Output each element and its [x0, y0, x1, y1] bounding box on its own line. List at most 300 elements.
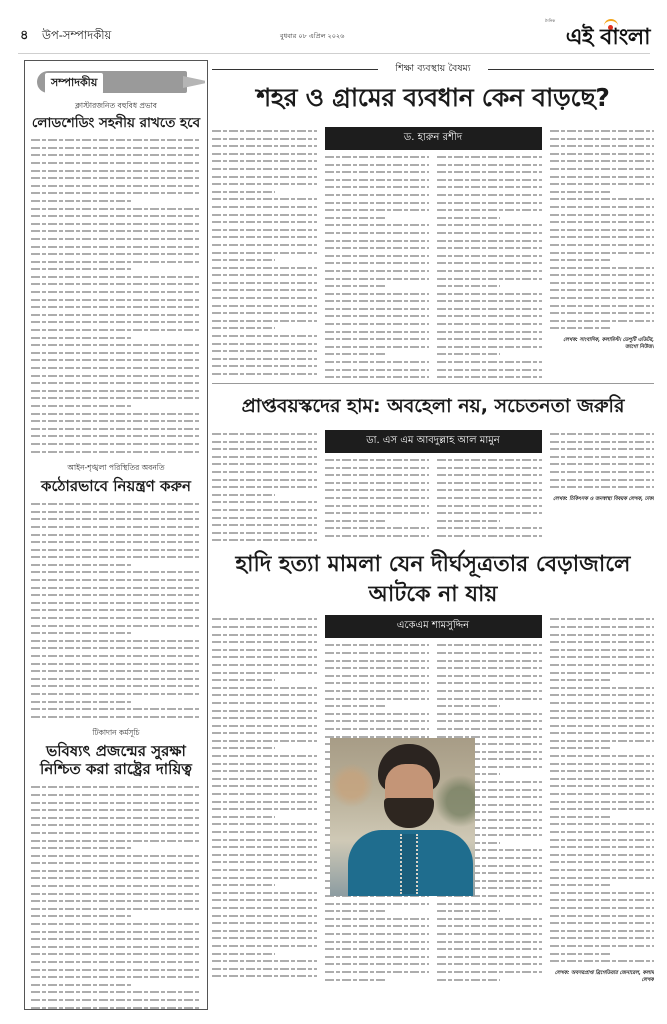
- editorial-kicker: ক্লাস্টারজনিত বহুবিধ প্রভাব: [75, 101, 157, 110]
- text-line: [325, 960, 430, 968]
- text-line: [212, 813, 317, 821]
- article-body-col-last: [550, 615, 655, 985]
- text-line: [550, 813, 655, 821]
- text-line: [31, 966, 201, 974]
- text-line: [437, 641, 542, 649]
- text-line: [31, 667, 201, 675]
- text-line: [212, 661, 317, 669]
- text-line: [212, 851, 317, 859]
- text-line: [212, 972, 317, 980]
- text-line: [437, 471, 542, 479]
- text-line: [437, 649, 542, 657]
- text-line: [437, 237, 542, 245]
- text-line: [325, 161, 430, 169]
- text-line: [325, 976, 430, 984]
- text-line: [31, 713, 201, 721]
- text-line: [212, 737, 317, 745]
- text-line: [325, 486, 430, 494]
- article-body-col: [550, 430, 655, 491]
- text-line: [212, 332, 317, 340]
- text-line: [325, 153, 430, 161]
- text-line: [437, 938, 542, 946]
- text-line: [31, 943, 201, 951]
- text-line: [212, 896, 317, 904]
- text-line: [31, 387, 201, 395]
- text-line: [550, 271, 655, 279]
- text-line: [212, 355, 317, 363]
- text-line: [550, 927, 655, 935]
- text-line: [437, 540, 542, 542]
- text-line: [31, 852, 201, 860]
- editorial-headline[interactable]: লোডশেডিং সহনীয় রাখতে হবে: [31, 115, 201, 131]
- newspaper-logo[interactable]: এই বাংলা: [565, 25, 650, 50]
- article-body-col: [212, 430, 317, 542]
- article-kicker: [212, 62, 654, 76]
- text-line: [31, 928, 201, 936]
- text-line: [550, 142, 655, 150]
- text-line: [212, 934, 317, 942]
- text-line: [325, 907, 430, 915]
- text-line: [325, 366, 430, 374]
- text-line: [31, 705, 201, 713]
- author-credit: লেখক: সাংবাদিক, কলামিস্ট। ডেপুটি এডিটর, জাগো নিউজ।: [563, 337, 654, 351]
- text-line: [550, 279, 655, 287]
- text-line: [325, 297, 430, 305]
- text-line: [550, 173, 655, 181]
- text-line: [212, 514, 317, 522]
- text-line: [31, 197, 201, 205]
- text-line: [212, 904, 317, 912]
- text-line: [550, 317, 655, 325]
- text-line: [31, 296, 201, 304]
- text-line: [437, 312, 542, 320]
- text-line: [437, 259, 542, 267]
- text-line: [31, 136, 201, 144]
- text-line: [31, 682, 201, 690]
- text-line: [31, 698, 201, 706]
- text-line: [31, 660, 201, 668]
- text-line: [212, 150, 317, 158]
- article-body-col-last: [550, 430, 655, 542]
- article-body-col: [212, 127, 317, 379]
- text-line: [212, 707, 317, 715]
- text-line: [212, 438, 317, 446]
- text-line: [212, 498, 317, 506]
- text-line: [325, 540, 430, 542]
- text-line: [325, 252, 430, 260]
- text-line: [437, 900, 542, 908]
- text-line: [437, 221, 542, 229]
- text-line: [325, 968, 430, 976]
- text-line: [212, 211, 317, 219]
- text-line: [31, 402, 201, 410]
- text-line: [550, 729, 655, 737]
- text-line: [550, 226, 655, 234]
- text-line: [437, 464, 542, 472]
- page-number: ৪: [20, 28, 29, 43]
- text-line: [325, 953, 430, 961]
- text-line: [325, 343, 430, 351]
- text-line: [325, 335, 430, 343]
- text-line: [550, 866, 655, 874]
- article-headline[interactable]: হাদি হত্যা মামলা যেন দীর্ঘসূত্রতার বেড়াজালে আটকে না যায়: [235, 552, 631, 607]
- text-line: [437, 176, 542, 184]
- text-line: [31, 334, 201, 342]
- text-line: [212, 782, 317, 790]
- text-line: [31, 159, 201, 167]
- text-line: [550, 919, 655, 927]
- text-line: [325, 328, 430, 336]
- text-line: [437, 486, 542, 494]
- text-line: [437, 960, 542, 968]
- text-line: [550, 294, 655, 302]
- text-line: [325, 494, 430, 502]
- text-line: [31, 372, 201, 380]
- text-line: [212, 445, 317, 453]
- editorial-column: [24, 60, 208, 1010]
- article-headline[interactable]: প্রাপ্তবয়স্কদের হাম: অবহেলা নয়, সচেতনতা জরুরি: [241, 395, 625, 417]
- text-line: [437, 161, 542, 169]
- text-line: [31, 394, 201, 402]
- text-line: [437, 282, 542, 290]
- text-line: [550, 737, 655, 745]
- editorial-item[interactable]: [31, 101, 201, 455]
- text-line: [212, 165, 317, 173]
- text-line: [325, 687, 430, 695]
- text-line: [31, 189, 201, 197]
- text-line: [550, 669, 655, 677]
- text-line: [212, 942, 317, 950]
- text-line: [31, 326, 201, 334]
- text-line: [31, 356, 201, 364]
- author-portrait-photo: [330, 738, 475, 896]
- text-line: [31, 174, 201, 182]
- text-line: [31, 652, 201, 660]
- text-line: [325, 237, 430, 245]
- text-line: [31, 379, 201, 387]
- text-line: [212, 173, 317, 181]
- text-line: [550, 631, 655, 639]
- text-line: [212, 302, 317, 310]
- article-body-col: [325, 153, 430, 379]
- text-line: [437, 297, 542, 305]
- text-line: [212, 324, 317, 332]
- article-body-col: [437, 153, 542, 379]
- text-line: [31, 675, 201, 683]
- text-line: [550, 445, 655, 453]
- article-body-col: [550, 127, 655, 332]
- text-line: [212, 790, 317, 798]
- text-line: [325, 464, 430, 472]
- text-line: [325, 221, 430, 229]
- text-line: [212, 965, 317, 973]
- text-line: [550, 165, 655, 173]
- text-line: [325, 168, 430, 176]
- text-line: [212, 370, 317, 378]
- text-line: [550, 904, 655, 912]
- text-line: [212, 699, 317, 707]
- section-divider: [212, 383, 654, 384]
- text-line: [31, 814, 201, 822]
- text-line: [550, 881, 655, 889]
- article-kicker-text: শিক্ষা ব্যবস্থায় বৈষম্য: [378, 62, 488, 77]
- editorial-headline[interactable]: ভবিষ্যৎ প্রজন্মের সুরক্ষা নিশ্চিত করা রাষ্ট্রের দায়িত্ব: [40, 742, 192, 779]
- editorial-body: [31, 783, 201, 1010]
- text-line: [212, 767, 317, 775]
- text-line: [31, 151, 201, 159]
- text-line: [325, 524, 430, 532]
- text-line: [550, 241, 655, 249]
- editorial-label: সম্পাদকীয়: [45, 73, 103, 94]
- text-line: [550, 302, 655, 310]
- text-line: [550, 476, 655, 484]
- text-line: [31, 515, 201, 523]
- editorial-headline[interactable]: কঠোরভাবে নিয়ন্ত্রণ করুন: [40, 477, 191, 496]
- text-line: [437, 479, 542, 487]
- text-line: [212, 286, 317, 294]
- text-line: [437, 290, 542, 298]
- editorial-body: [31, 500, 201, 720]
- text-line: [550, 468, 655, 476]
- text-line: [550, 309, 655, 317]
- text-line: [437, 305, 542, 313]
- text-line: [550, 942, 655, 950]
- text-line: [212, 195, 317, 203]
- text-line: [437, 524, 542, 532]
- text-line: [325, 456, 430, 464]
- text-line: [31, 561, 201, 569]
- text-line: [31, 144, 201, 152]
- text-line: [437, 343, 542, 351]
- text-line: [212, 881, 317, 889]
- text-line: [31, 500, 201, 508]
- text-line: [550, 127, 655, 135]
- editorial-banner: [31, 69, 201, 95]
- article-measles: [212, 392, 654, 542]
- text-line: [325, 702, 430, 710]
- text-line: [437, 494, 542, 502]
- text-line: [31, 874, 201, 882]
- text-line: [437, 983, 542, 985]
- text-line: [550, 722, 655, 730]
- text-line: [212, 483, 317, 491]
- text-line: [325, 983, 430, 985]
- editorial-kicker: আইন-শৃঙ্খলা পরিস্থিতির অবনতি: [67, 463, 165, 473]
- text-line: [550, 744, 655, 752]
- text-line: [550, 874, 655, 882]
- text-line: [437, 672, 542, 680]
- text-line: [31, 844, 201, 852]
- author-credit: লেখক: চিকিৎসক ও জনস্বাস্থ্য বিষয়ক লেখক, ঢাকা: [553, 495, 654, 502]
- text-line: [325, 214, 430, 222]
- text-line: [325, 922, 430, 930]
- text-line: [31, 553, 201, 561]
- text-line: [437, 657, 542, 665]
- text-line: [325, 282, 430, 290]
- text-line: [550, 150, 655, 158]
- text-line: [325, 176, 430, 184]
- text-line: [31, 591, 201, 599]
- editorial-body: [31, 136, 201, 455]
- text-line: [212, 506, 317, 514]
- article-body-col-last: [550, 127, 655, 379]
- text-line: [550, 691, 655, 699]
- text-line: [212, 309, 317, 317]
- text-line: [550, 157, 655, 165]
- text-line: [31, 622, 201, 630]
- text-line: [325, 183, 430, 191]
- text-line: [437, 153, 542, 161]
- text-line: [31, 303, 201, 311]
- text-line: [325, 479, 430, 487]
- text-line: [325, 657, 430, 665]
- text-line: [325, 672, 430, 680]
- text-line: [212, 226, 317, 234]
- text-line: [212, 294, 317, 302]
- text-line: [437, 206, 542, 214]
- text-line: [550, 790, 655, 798]
- text-line: [437, 968, 542, 976]
- text-line: [550, 286, 655, 294]
- pen-nib-icon: [183, 76, 205, 88]
- text-line: [31, 821, 201, 829]
- text-line: [550, 684, 655, 692]
- text-line: [550, 896, 655, 904]
- article-education-gap: [212, 62, 654, 379]
- text-line: [550, 714, 655, 722]
- text-line: [212, 218, 317, 226]
- text-line: [212, 843, 317, 851]
- text-line: [437, 695, 542, 703]
- author-credit: লেখক: অবসরপ্রাপ্ত ব্রিগেডিয়ার জেনারেল, কলাম লেখক: [554, 969, 654, 983]
- text-line: [212, 127, 317, 135]
- text-line: [31, 950, 201, 958]
- text-line: [325, 664, 430, 672]
- text-line: [325, 320, 430, 328]
- text-line: [325, 206, 430, 214]
- text-line: [31, 897, 201, 905]
- text-line: [325, 717, 430, 725]
- text-line: [550, 233, 655, 241]
- text-line: [31, 912, 201, 920]
- text-line: [31, 288, 201, 296]
- article-headline[interactable]: শহর ও গ্রামের ব্যবধান কেন বাড়ছে?: [256, 83, 610, 112]
- text-line: [437, 502, 542, 510]
- text-line: [31, 538, 201, 546]
- text-line: [31, 220, 201, 228]
- text-line: [212, 646, 317, 654]
- text-line: [437, 275, 542, 283]
- text-line: [212, 249, 317, 257]
- text-line: [325, 229, 430, 237]
- text-line: [31, 614, 201, 622]
- issue-date: বুধবার ০৮ এপ্রিল ২০২৬: [280, 32, 345, 40]
- text-line: [437, 199, 542, 207]
- text-line: [437, 267, 542, 275]
- text-line: [325, 350, 430, 358]
- text-line: [31, 425, 201, 433]
- text-line: [325, 641, 430, 649]
- text-line: [550, 828, 655, 836]
- text-line: [550, 638, 655, 646]
- text-line: [31, 1004, 201, 1010]
- text-line: [31, 273, 201, 281]
- text-line: [550, 836, 655, 844]
- text-line: [550, 264, 655, 272]
- text-line: [212, 820, 317, 828]
- text-line: [212, 638, 317, 646]
- text-line: [31, 235, 201, 243]
- text-line: [550, 858, 655, 866]
- text-line: [325, 679, 430, 687]
- text-line: [31, 606, 201, 614]
- text-line: [31, 182, 201, 190]
- text-line: [550, 615, 655, 623]
- text-line: [437, 456, 542, 464]
- text-line: [212, 684, 317, 692]
- text-line: [437, 679, 542, 687]
- text-line: [437, 702, 542, 710]
- text-line: [212, 889, 317, 897]
- text-line: [550, 957, 655, 965]
- article-body-col: [325, 456, 430, 542]
- text-line: [550, 623, 655, 631]
- text-line: [550, 430, 655, 438]
- text-line: [212, 957, 317, 965]
- editorial-item[interactable]: [31, 728, 201, 1010]
- text-line: [437, 953, 542, 961]
- text-line: [212, 653, 317, 661]
- text-line: [437, 945, 542, 953]
- text-line: [325, 358, 430, 366]
- editorial-item[interactable]: [31, 463, 201, 720]
- text-line: [550, 218, 655, 226]
- text-line: [212, 623, 317, 631]
- text-line: [325, 532, 430, 540]
- text-line: [31, 243, 201, 251]
- text-line: [437, 922, 542, 930]
- text-line: [437, 717, 542, 725]
- text-line: [550, 646, 655, 654]
- text-line: [212, 805, 317, 813]
- text-line: [212, 521, 317, 529]
- text-line: [550, 912, 655, 920]
- text-line: [31, 806, 201, 814]
- text-line: [437, 252, 542, 260]
- text-line: [212, 271, 317, 279]
- text-line: [31, 637, 201, 645]
- text-line: [325, 275, 430, 283]
- photo-placket: [400, 834, 418, 894]
- text-line: [212, 256, 317, 264]
- text-line: [212, 722, 317, 730]
- text-line: [550, 453, 655, 461]
- text-line: [31, 988, 201, 996]
- text-line: [212, 476, 317, 484]
- author-byline: একেএম শামসুদ্দিন: [325, 615, 542, 638]
- text-line: [325, 649, 430, 657]
- text-line: [212, 264, 317, 272]
- text-line: [212, 347, 317, 355]
- text-line: [212, 729, 317, 737]
- text-line: [31, 448, 201, 456]
- text-line: [31, 280, 201, 288]
- text-line: [550, 180, 655, 188]
- text-line: [31, 890, 201, 898]
- text-line: [212, 714, 317, 722]
- text-line: [31, 958, 201, 966]
- text-line: [31, 576, 201, 584]
